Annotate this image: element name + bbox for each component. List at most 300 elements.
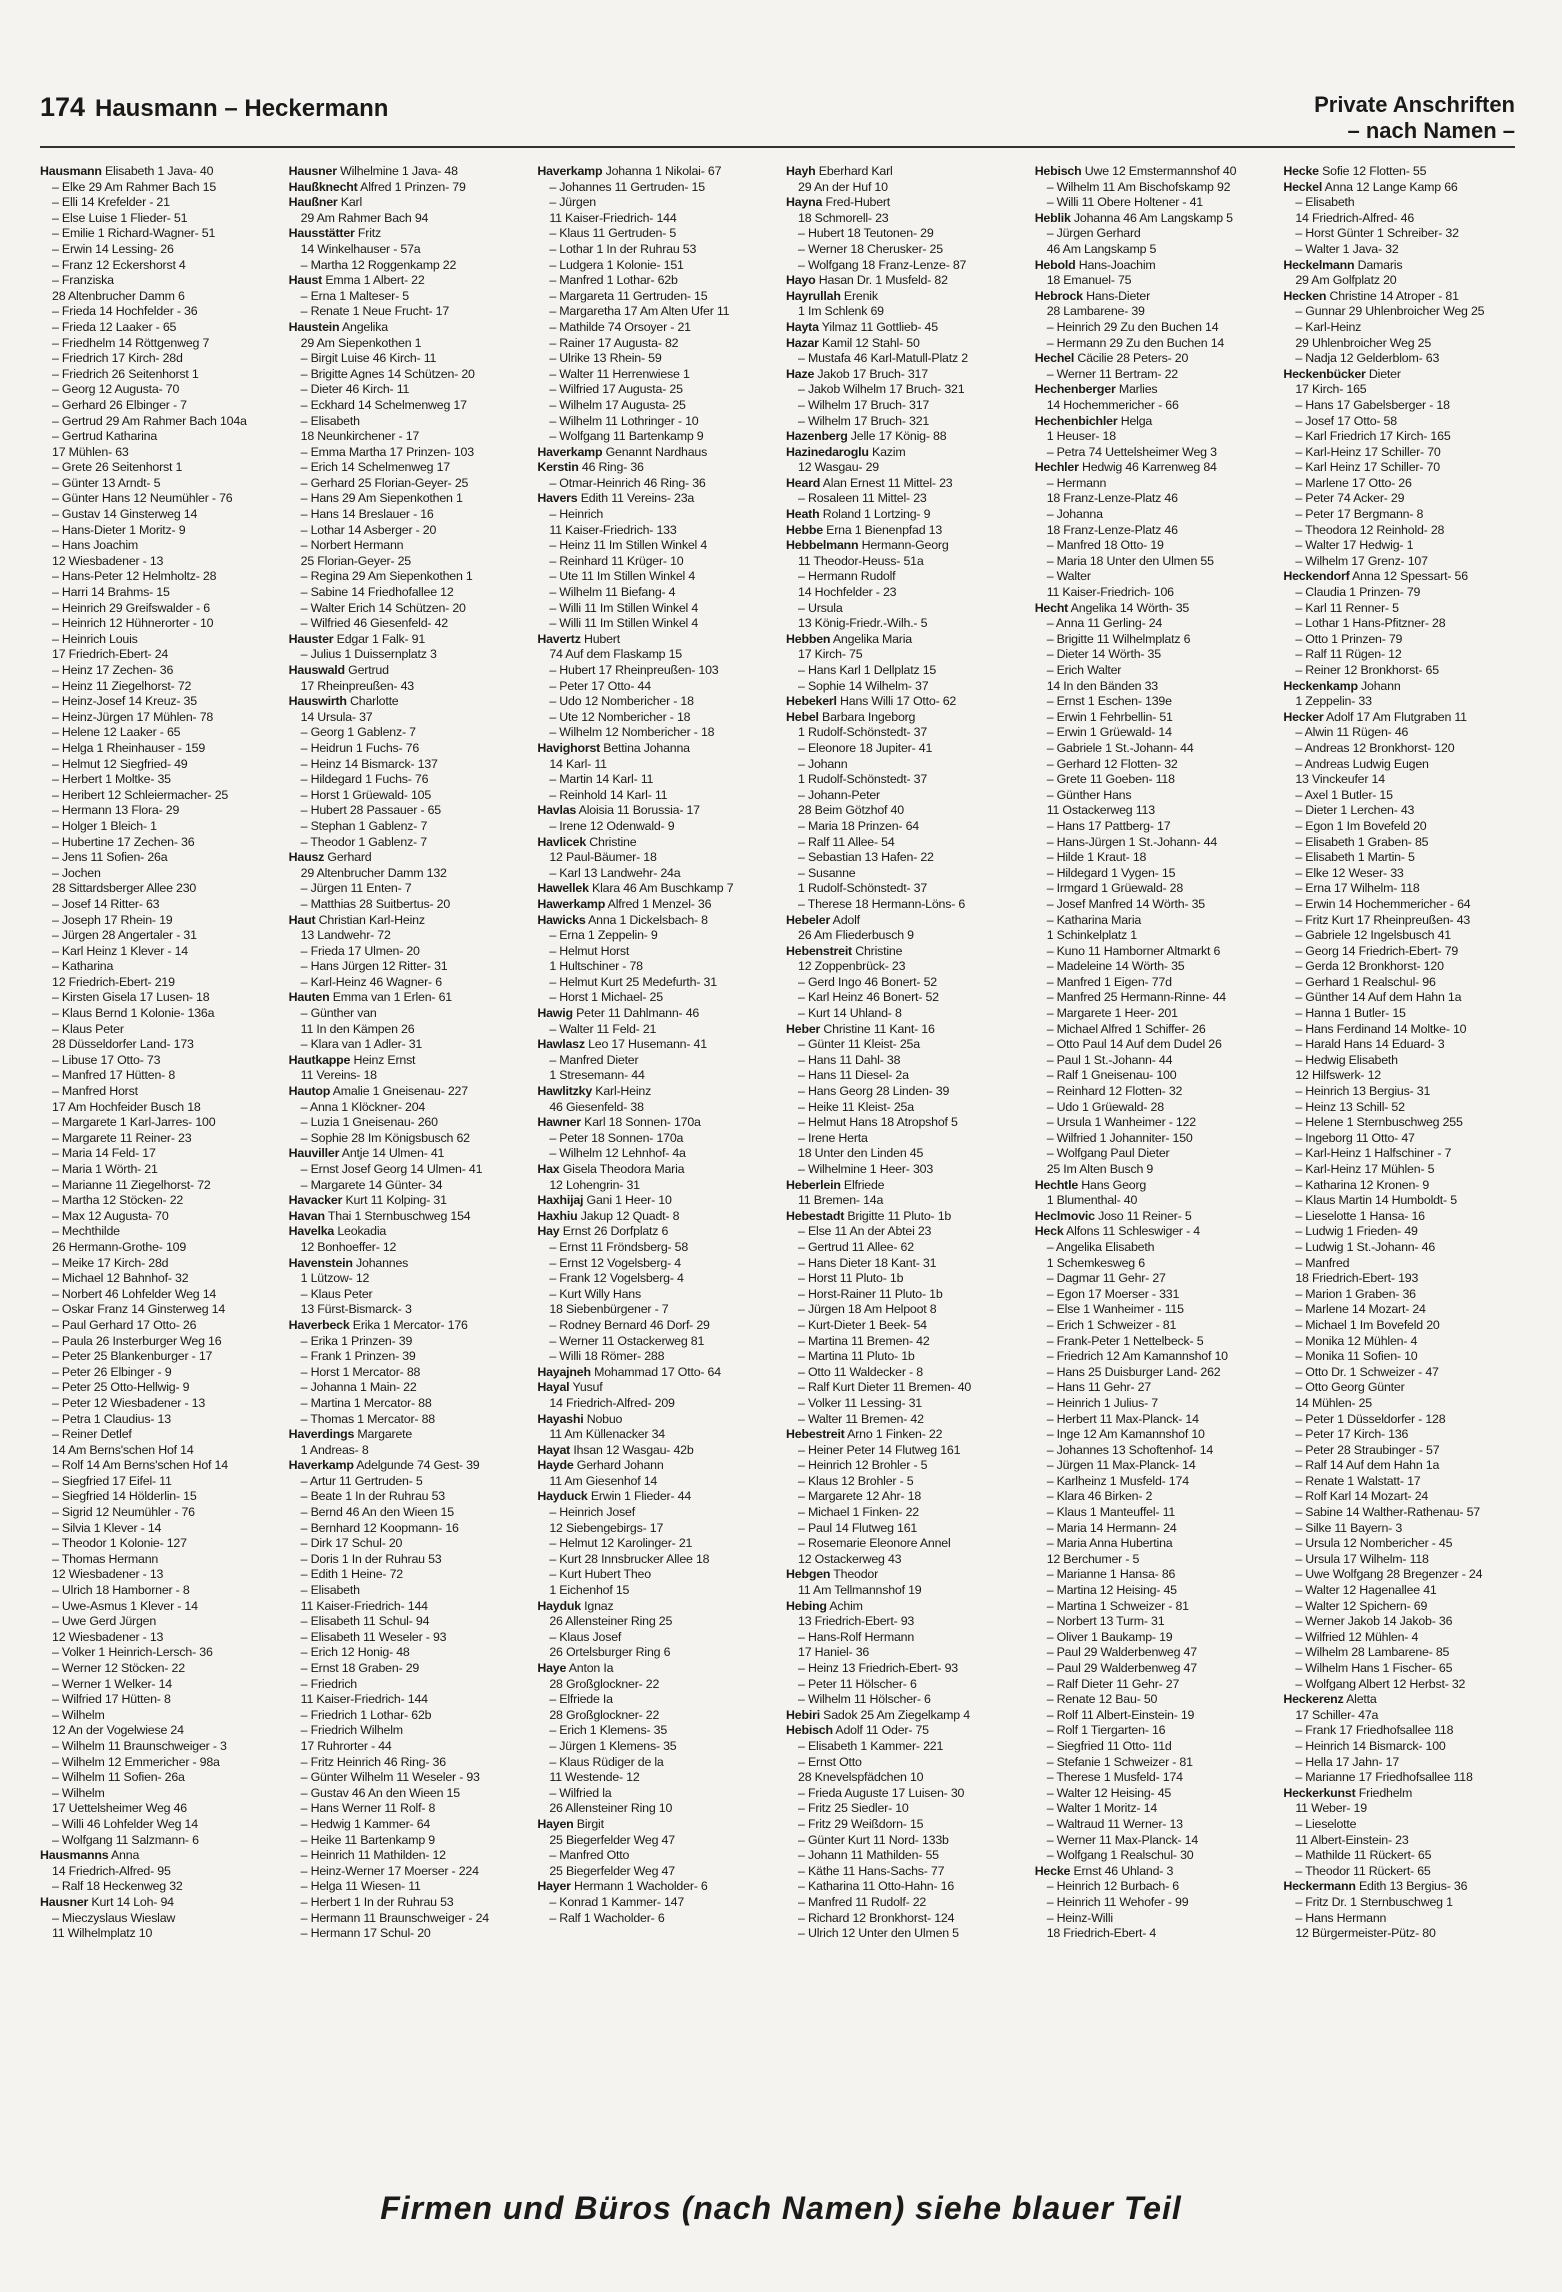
directory-entry: – Klaus Josef [549, 1629, 622, 1644]
directory-entry: Heckel Anna 12 Lange Kamp 66 [1283, 179, 1458, 194]
directory-entry: 29 Am Golfplatz 20 [1295, 273, 1397, 288]
directory-entry: – Ulrike 13 Rhein- 59 [549, 351, 662, 366]
directory-entry: – Michael 12 Bahnhof- 32 [52, 1271, 189, 1286]
surname: Haze [786, 366, 815, 381]
directory-entry: – Wilhelm 11 Hölscher- 6 [798, 1692, 931, 1707]
directory-entry: – Lieselotte 1 Hansa- 16 [1295, 1208, 1425, 1223]
directory-entry: 46 Am Langskamp 5 [1046, 241, 1157, 256]
directory-entry: – Peter 25 Blankenburger - 17 [52, 1349, 213, 1364]
directory-entry: Hazar Kamil 12 Stahl- 50 [786, 335, 920, 350]
surname: Hawicks [537, 912, 586, 927]
directory-entry: – Heiner Peter 14 Flutweg 161 [798, 1442, 961, 1457]
directory-entry: 13 Friedrich-Ebert- 93 [798, 1614, 915, 1629]
directory-entry: – Horst-Rainer 11 Pluto- 1b [798, 1286, 943, 1301]
directory-entry: Kerstin 46 Ring- 36 [537, 460, 644, 475]
section-title-line2: – nach Namen – [1347, 118, 1515, 143]
directory-entry: 12 Bürgermeister-Pütz- 80 [1295, 1926, 1436, 1941]
surname: Hausner [288, 164, 337, 178]
directory-entry: – Richard 12 Bronkhorst- 124 [798, 1910, 955, 1925]
directory-entry: 1 Blumenthal- 40 [1046, 1193, 1138, 1208]
surname: Hayduk [537, 1598, 581, 1613]
surname: Hebel [786, 709, 819, 724]
surname: Hazinedaroglu [786, 444, 869, 459]
surname: Havan [288, 1208, 325, 1223]
directory-entry: – Dagmar 11 Gehr- 27 [1046, 1271, 1166, 1286]
directory-entry: Hecker Adolf 17 Am Flutgraben 11 [1283, 709, 1467, 724]
directory-entry: 14 In den Bänden 33 [1046, 678, 1158, 693]
surname: Hayal [537, 1380, 570, 1395]
directory-entry: – Karl Heinz 1 Klever - 14 [52, 943, 188, 958]
directory-entry: – Bernd 46 An den Wieen 15 [300, 1505, 454, 1520]
surname: Heckenbücker [1283, 366, 1366, 381]
directory-entry: 17 Mühlen- 63 [52, 444, 129, 459]
directory-entry: – Heinz 14 Bismarck- 137 [300, 756, 438, 771]
directory-entry: Heclmovic Joso 11 Reiner- 5 [1034, 1208, 1192, 1223]
directory-entry: – Hilde 1 Kraut- 18 [1046, 850, 1147, 865]
directory-entry: – Gerhard 1 Realschul- 96 [1295, 974, 1436, 989]
directory-entry: – Mathilde 74 Orsoyer - 21 [549, 319, 691, 334]
directory-entry: – Holger 1 Bleich- 1 [52, 818, 157, 833]
directory-entry: – Peter 17 Bergmann- 8 [1295, 507, 1424, 522]
directory-entry: – Georg 14 Friedrich-Ebert- 79 [1295, 943, 1459, 958]
directory-entry: – Gustav 14 Ginsterweg 14 [52, 507, 198, 522]
directory-entry: – Regina 29 Am Siepenkothen 1 [300, 569, 473, 584]
directory-entry: – Michael Alfred 1 Schiffer- 26 [1046, 1021, 1206, 1036]
directory-entry: – Günther Hans [1046, 787, 1132, 802]
directory-entry: – Frieda 14 Hochfelder - 36 [52, 304, 198, 319]
directory-entry: – Manfred Otto [549, 1848, 630, 1863]
directory-entry: – Waltraud 11 Werner- 13 [1046, 1816, 1183, 1831]
surname: Hautop [288, 1084, 331, 1099]
directory-entry: Hayrullah Erenik [786, 288, 878, 303]
directory-entry: – Werner 11 Max-Planck- 14 [1046, 1832, 1199, 1847]
directory-entry: Hebrock Hans-Dieter [1034, 288, 1151, 303]
directory-entry: – Frank-Peter 1 Nettelbeck- 5 [1046, 1333, 1204, 1348]
directory-entry: Hay Ernst 26 Dorfplatz 6 [537, 1224, 669, 1239]
directory-entry: – Klaus 1 Manteuffel- 11 [1046, 1505, 1176, 1520]
directory-entry: – Gabriele 1 St.-Johann- 44 [1046, 740, 1194, 755]
directory-entry: – Wilhelm 17 Augusta- 25 [549, 397, 686, 412]
directory-entry: – Reiner Detlef [52, 1427, 132, 1442]
surname: Haxhijaj [537, 1193, 584, 1208]
directory-entry: – Heidrun 1 Fuchs- 76 [300, 740, 420, 755]
surname: Hayashi [537, 1411, 584, 1426]
directory-entry: – Helga 1 Rheinhauser - 159 [52, 740, 206, 755]
directory-entry: – Willi 11 Im Stillen Winkel 4 [549, 616, 699, 631]
directory-entry: 14 Friedrich-Alfred- 95 [52, 1863, 171, 1878]
directory-entry: – Jürgen 1 Klemens- 35 [549, 1738, 677, 1753]
directory-entry: – Egon 17 Moerser - 331 [1046, 1286, 1180, 1301]
directory-entry: – Karl-Heinz 17 Mühlen- 5 [1295, 1162, 1435, 1176]
directory-entry: – Margarete 14 Günter- 34 [300, 1177, 443, 1192]
footer-note: Firmen und Büros (nach Namen) siehe blauer Teil [380, 2190, 1182, 2226]
directory-entry: Hebben Angelika Maria [786, 631, 912, 646]
directory-entry: – Erich 14 Schelmenweg 17 [300, 460, 450, 475]
directory-entry: – Else Luise 1 Flieder- 51 [52, 210, 188, 225]
directory-entry: – Konrad 1 Kammer- 147 [549, 1894, 685, 1909]
surname: Hawig [537, 1006, 573, 1021]
directory-entry: – Theodor 1 Kolonie- 127 [52, 1536, 187, 1551]
directory-entry: Heckerenz Aletta [1283, 1692, 1377, 1707]
directory-entry: – Wilhelm 17 Bruch- 321 [798, 413, 930, 428]
directory-entry: 25 Florian-Geyer- 25 [300, 553, 411, 568]
directory-entry: – Ursula 12 Nombericher - 45 [1295, 1536, 1453, 1551]
directory-entry: – Peter 25 Otto-Hellwig- 9 [52, 1380, 190, 1395]
directory-entry: – Julius 1 Duissernplatz 3 [300, 647, 437, 662]
directory-entry: – Erika 1 Prinzen- 39 [300, 1333, 413, 1348]
surname: Haverdings [288, 1427, 355, 1442]
directory-entry: 14 Ursula- 37 [300, 709, 373, 724]
surname: Haußknecht [288, 179, 358, 194]
directory-entry: – Walter 17 Hedwig- 1 [1295, 538, 1414, 553]
directory-entry: – Maria 14 Hermann- 24 [1046, 1520, 1177, 1535]
directory-entry: – Jens 11 Sofien- 26a [52, 850, 168, 865]
directory-entry: Hauster Edgar 1 Falk- 91 [288, 631, 426, 646]
surname: Hautkappe [288, 1052, 351, 1067]
directory-entry: – Gunnar 29 Uhlenbroicher Weg 25 [1295, 304, 1485, 319]
surname: Hayo [786, 273, 816, 288]
directory-entry: 12 Paul-Bäumer- 18 [549, 850, 657, 865]
directory-entry: – Ralf Kurt Dieter 11 Bremen- 40 [798, 1380, 972, 1395]
directory-entry: – Martin 14 Karl- 11 [549, 772, 654, 787]
surname: Hechenberger [1034, 382, 1116, 397]
directory-entry: 14 Karl- 11 [549, 756, 607, 771]
directory-entry: – Hella 17 Jahn- 17 [1295, 1754, 1400, 1769]
directory-entry: – Rolf 14 Am Berns'schen Hof 14 [52, 1458, 228, 1473]
directory-entry: – Werner Jakob 14 Jakob- 36 [1295, 1614, 1453, 1629]
directory-entry: – Walter Erich 14 Schützen- 20 [300, 600, 466, 615]
directory-entry: – Heinrich 12 Hühnerorter - 10 [52, 616, 214, 631]
directory-entry: – Wilhelm 12 Lehnhof- 4a [549, 1146, 686, 1161]
directory-entry: – Helene 1 Sternbuschweg 255 [1295, 1115, 1463, 1130]
directory-entry: – Willi 18 Römer- 288 [549, 1349, 665, 1364]
surname: Haust [288, 273, 323, 288]
directory-entry: – Walter 12 Spichern- 69 [1295, 1598, 1428, 1613]
directory-entry: – Heinz-Willi [1046, 1910, 1113, 1925]
directory-entry: – Reinhard 12 Flotten- 32 [1046, 1084, 1183, 1099]
directory-entry: – Hedwig 1 Kammer- 64 [300, 1816, 431, 1831]
directory-entry: – Willi 11 Im Stillen Winkel 4 [549, 600, 699, 615]
directory-entry: – Heinz 17 Zechen- 36 [52, 663, 174, 677]
directory-entry: – Joseph 17 Rhein- 19 [52, 912, 173, 927]
directory-entry: 28 Düsseldorfer Land- 173 [52, 1037, 194, 1052]
directory-entry: Heath Roland 1 Lortzing- 9 [786, 507, 931, 522]
directory-entry: – Hubert 28 Passauer - 65 [300, 803, 442, 818]
directory-entry: 18 Neunkirchener - 17 [300, 429, 420, 444]
directory-entry: – Wolfgang Paul Dieter [1046, 1146, 1170, 1161]
directory-entry: 17 Kirch- 165 [1295, 382, 1367, 397]
directory-entry: – Hans Werner 11 Rolf- 8 [300, 1801, 436, 1816]
directory-entry: Heber Christine 11 Kant- 16 [786, 1021, 935, 1036]
directory-entry: 74 Auf dem Flaskamp 15 [549, 647, 683, 662]
directory-entry: – Manfred Horst [52, 1084, 138, 1099]
directory-entry: – Dieter 14 Wörth- 35 [1046, 647, 1161, 662]
directory-entry: – Heinrich 14 Bismarck- 100 [1295, 1738, 1446, 1753]
directory-entry: – Horst Günter 1 Schreiber- 32 [1295, 226, 1459, 241]
directory-entry: – Oliver 1 Baukamp- 19 [1046, 1629, 1173, 1644]
directory-entry: – Hans 11 Dahl- 38 [798, 1052, 901, 1067]
directory-entry: – Erich Walter [1046, 663, 1122, 677]
surname: Heckendorf [1283, 569, 1350, 584]
directory-entry: – Edith 1 Heine- 72 [300, 1567, 403, 1582]
directory-entry: – Walter [1046, 569, 1091, 584]
directory-entry: – Sophie 14 Wilhelm- 37 [798, 678, 929, 693]
directory-entry: – Heinrich Josef [549, 1505, 635, 1520]
directory-entry: – Michael 1 Finken- 22 [798, 1505, 919, 1520]
surname: Hayna [786, 195, 823, 210]
directory-entry: – Frank 1 Prinzen- 39 [300, 1349, 416, 1364]
directory-entry: – Frieda 17 Ulmen- 20 [300, 943, 420, 958]
directory-entry: – Johanna 1 Main- 22 [300, 1380, 417, 1395]
directory-entry: 14 Hochemmericher - 66 [1046, 397, 1179, 412]
surname: Havertz [537, 631, 581, 646]
directory-entry: Havacker Kurt 11 Kolping- 31 [288, 1193, 447, 1208]
directory-entry: – Ute 11 Im Stillen Winkel 4 [549, 569, 696, 584]
directory-entry: 18 Franz-Lenze-Platz 46 [1046, 491, 1178, 506]
directory-entry: – Elke 29 Am Rahmer Bach 15 [52, 179, 217, 194]
directory-entry: – Erna 1 Malteser- 5 [300, 288, 409, 303]
directory-entry: 11 Albert-Einstein- 23 [1295, 1832, 1409, 1847]
directory-entry: – Peter 11 Hölscher- 6 [798, 1676, 917, 1691]
directory-entry: 1 Im Schlenk 69 [798, 304, 884, 319]
directory-entry: – Frieda Auguste 17 Luisen- 30 [798, 1785, 965, 1800]
directory-entry: – Claudia 1 Prinzen- 79 [1295, 585, 1421, 600]
directory-entry: Hebbe Erna 1 Bienenpfad 13 [786, 522, 943, 537]
directory-entry: Hayde Gerhard Johann [537, 1458, 664, 1473]
directory-entry: Hebekerl Hans Willi 17 Otto- 62 [786, 694, 957, 709]
directory-entry: – Hermann 17 Schul- 20 [300, 1926, 431, 1941]
directory-entry: 25 Im Alten Busch 9 [1046, 1162, 1154, 1176]
directory-entry: Havlicek Christine [537, 834, 637, 849]
directory-entry: Hayashi Nobuo [537, 1411, 623, 1426]
directory-entry: Hayen Birgit [537, 1816, 604, 1831]
directory-entry: 1 Rudolf-Schönstedt- 37 [798, 772, 928, 787]
directory-entry: 14 Winkelhauser - 57a [300, 241, 421, 256]
surname: Haye [537, 1661, 567, 1675]
directory-entry: 14 Friedrich-Alfred- 46 [1295, 210, 1415, 225]
directory-entry: – Jürgen Gerhard [1046, 226, 1141, 241]
directory-entry: – Manfred 17 Hütten- 8 [52, 1068, 176, 1083]
directory-entry: – Wilhelm 17 Bruch- 317 [798, 397, 930, 412]
directory-entry: – Erwin 14 Lessing- 26 [52, 241, 174, 256]
directory-entry: – Hans-Jürgen 1 St.-Johann- 44 [1046, 834, 1218, 849]
directory-entry: – Rosemarie Eleonore Annel [798, 1536, 951, 1551]
directory-entry: – Uwe-Asmus 1 Klever - 14 [52, 1598, 198, 1613]
directory-entry: 1 Hultschiner - 78 [549, 959, 643, 974]
directory-entry: 13 Vinckeufer 14 [1295, 772, 1385, 787]
directory-entry: – Peter 74 Acker- 29 [1295, 491, 1405, 506]
directory-entry: – Sabine 14 Friedhofallee 12 [300, 585, 454, 600]
surname: Hayer [537, 1879, 571, 1894]
directory-entry: – Norbert 46 Lohfelder Weg 14 [52, 1286, 217, 1301]
directory-entry: 28 Beim Götzhof 40 [798, 803, 904, 818]
directory-entry: Hausmanns Anna [40, 1848, 140, 1863]
directory-entry: Haxhiu Jakup 12 Quadt- 8 [537, 1208, 680, 1223]
directory-entry: – Wilhelm 12 Nombericher - 18 [549, 725, 715, 740]
directory-entry: 11 Kaiser-Friedrich- 106 [1046, 585, 1174, 600]
directory-entry: – Renate 1 Walstatt- 17 [1295, 1473, 1421, 1488]
directory-entry: – Ralf 14 Auf dem Hahn 1a [1295, 1458, 1440, 1473]
directory-entry: – Karl-Heinz 1 Halfschiner - 7 [1295, 1146, 1452, 1161]
directory-entry: – Karl Heinz 46 Bonert- 52 [798, 990, 939, 1005]
directory-entry: Hauten Emma van 1 Erlen- 61 [288, 990, 452, 1005]
directory-entry: – Hans 29 Am Siepenkothen 1 [300, 491, 463, 506]
surname: Hawner [537, 1115, 581, 1130]
directory-entry: – Axel 1 Butler- 15 [1295, 787, 1393, 802]
surname: Hayen [537, 1816, 574, 1831]
directory-entry: – Walter 1 Java- 32 [1295, 241, 1399, 256]
surname: Heclmovic [1034, 1208, 1095, 1223]
directory-entry: – Fritz 29 Weißdorn- 15 [798, 1816, 924, 1831]
directory-entry: – Manfred [1295, 1255, 1350, 1270]
directory-entry: – Karl-Heinz 17 Schiller- 70 [1295, 444, 1441, 459]
directory-entry: – Marlene 14 Mozart- 24 [1295, 1302, 1426, 1317]
directory-entry: – Heinrich 1 Julius- 7 [1046, 1395, 1158, 1410]
directory-entry: – Peter 17 Otto- 44 [549, 678, 651, 693]
directory-entry: – Klara van 1 Adler- 31 [300, 1037, 423, 1052]
directory-entry: – Georg 12 Augusta- 70 [52, 382, 180, 397]
directory-entry: 29 An der Huf 10 [798, 179, 888, 194]
directory-entry: Hayo Hasan Dr. 1 Musfeld- 82 [786, 273, 948, 288]
surname: Hayrullah [786, 288, 841, 303]
directory-entry: Hawig Peter 11 Dahlmann- 46 [537, 1006, 700, 1021]
directory-entry: – Martina 1 Schweizer - 81 [1046, 1598, 1189, 1613]
directory-entry: – Norbert 13 Turm- 31 [1046, 1614, 1165, 1629]
directory-entry: Hechtle Hans Georg [1034, 1177, 1147, 1192]
directory-entry: – Dieter 1 Lerchen- 43 [1295, 803, 1415, 818]
directory-entry: 11 Am Tellmannshof 19 [798, 1583, 922, 1598]
directory-entry: – Hans Ferdinand 14 Moltke- 10 [1295, 1021, 1467, 1036]
directory-entry: Heard Alan Ernest 11 Mittel- 23 [786, 475, 953, 490]
directory-entry: – Hans-Rolf Hermann [798, 1629, 915, 1644]
surname: Hawellek [537, 881, 589, 896]
directory-entry: 18 Siebenbürgener - 7 [549, 1302, 669, 1317]
directory-entry: – Marianne 11 Ziegelhorst- 72 [52, 1177, 211, 1192]
directory-entry: – Karl Heinz 17 Schiller- 70 [1295, 460, 1440, 475]
directory-entry: – Franziska [52, 273, 114, 288]
directory-entry: – Paula 26 Insterburger Weg 16 [52, 1333, 222, 1348]
directory-entry: Havighorst Bettina Johanna [537, 740, 690, 755]
directory-entry: Haze Jakob 17 Bruch- 317 [786, 366, 928, 381]
directory-column-4 [786, 164, 1021, 2154]
directory-entry: Hecke Ernst 46 Uhland- 3 [1034, 1863, 1174, 1878]
directory-entry: – Wolfgang 18 Franz-Lenze- 87 [798, 257, 967, 272]
directory-entry: – Elisabeth 1 Kammer- 221 [798, 1738, 944, 1753]
directory-entry: – Madeleine 14 Wörth- 35 [1046, 959, 1185, 974]
directory-entry: – Wilhelm 17 Grenz- 107 [1295, 553, 1428, 568]
directory-entry: – Ernst Josef Georg 14 Ulmen- 41 [300, 1162, 483, 1176]
directory-entry: – Emilie 1 Richard-Wagner- 51 [52, 226, 216, 241]
directory-entry: – Margarete 1 Heer- 201 [1046, 1006, 1178, 1021]
directory-entry: – Hans 17 Pattberg- 17 [1046, 818, 1171, 833]
directory-entry: – Hubert 17 Rheinpreußen- 103 [549, 663, 719, 677]
directory-entry: – Hans-Peter 12 Helmholtz- 28 [52, 569, 217, 584]
directory-entry: – Elisabeth 1 Graben- 85 [1295, 834, 1429, 849]
directory-entry: – Birgit Luise 46 Kirch- 11 [300, 351, 437, 366]
directory-entry: – Karlheinz 1 Musfeld- 174 [1046, 1473, 1189, 1488]
directory-entry: – Gertrud Katharina [52, 429, 158, 444]
directory-entry: – Jürgen [549, 195, 596, 210]
directory-column-3 [537, 164, 772, 2154]
directory-entry: – Hermann 29 Zu den Buchen 14 [1046, 335, 1225, 350]
directory-entry: – Wilhelm 12 Emmericher - 98a [52, 1754, 220, 1769]
directory-entry: – Hanna 1 Butler- 15 [1295, 1006, 1406, 1021]
surname: Hayduck [537, 1489, 588, 1504]
page-header [40, 92, 1515, 142]
directory-entry: – Martha 12 Stöcken- 22 [52, 1193, 184, 1208]
directory-entry: – Oskar Franz 14 Ginsterweg 14 [52, 1302, 226, 1317]
directory-entry: – Hermann 11 Braunschweiger - 24 [300, 1910, 489, 1925]
directory-entry: 12 Bonhoeffer- 12 [300, 1239, 397, 1254]
directory-entry: – Heinrich Louis [52, 631, 138, 646]
directory-entry: Hayajneh Mohammad 17 Otto- 64 [537, 1364, 721, 1379]
directory-entry: – Heinrich 13 Bergius- 31 [1295, 1084, 1431, 1099]
directory-entry: – Irmgard 1 Grüewald- 28 [1046, 881, 1184, 896]
surname: Hebeler [786, 912, 831, 927]
directory-entry: – Michael 1 Im Bovefeld 20 [1295, 1317, 1440, 1332]
surname: Hausmann [40, 164, 102, 178]
directory-entry: Hausner Wilhelmine 1 Java- 48 [288, 164, 458, 178]
directory-entry: – Ludwig 1 St.-Johann- 46 [1295, 1239, 1436, 1254]
surname: Hausner [40, 1894, 89, 1909]
surname: Hechenbichler [1034, 413, 1118, 428]
directory-entry: – Renate 1 Neue Frucht- 17 [300, 304, 450, 319]
directory-entry: – Meike 17 Kirch- 28d [52, 1255, 169, 1270]
directory-entry: – Johannes 13 Schoftenhof- 14 [1046, 1442, 1214, 1457]
directory-entry: – Irene 12 Odenwald- 9 [549, 818, 675, 833]
directory-entry: – Heribert 12 Schleiermacher- 25 [52, 787, 229, 802]
directory-entry: – Gerhard 12 Flotten- 32 [1046, 756, 1178, 771]
directory-entry: – Fritz 25 Siedler- 10 [798, 1801, 909, 1816]
directory-entry: – Sophie 28 Im Königsbusch 62 [300, 1130, 470, 1145]
directory-entry: – Heinz-Josef 14 Kreuz- 35 [52, 694, 197, 709]
surname: Kerstin [537, 460, 579, 475]
directory-entry: 11 In den Kämpen 26 [300, 1021, 415, 1036]
directory-entry: – Reinhard 11 Krüger- 10 [549, 553, 684, 568]
directory-entry: – Lothar 1 Hans-Pfitzner- 28 [1295, 616, 1446, 631]
directory-entry: – Elke 12 Weser- 33 [1295, 865, 1404, 880]
directory-entry: – Ralf 1 Gneisenau- 100 [1046, 1068, 1177, 1083]
surname: Havers [537, 491, 578, 506]
directory-entry: 11 Kaiser-Friedrich- 144 [300, 1598, 428, 1613]
directory-entry: – Elisabeth 11 Schul- 94 [300, 1614, 430, 1629]
directory-entry: – Peter 1 Düsseldorfer - 128 [1295, 1411, 1446, 1426]
directory-entry: – Johann [798, 756, 848, 771]
directory-entry: – Erna 1 Zeppelin- 9 [549, 928, 658, 943]
surname: Hausstätter [288, 226, 355, 241]
surname: Hebestadt [786, 1208, 845, 1223]
directory-entry: – Dieter 46 Kirch- 11 [300, 382, 410, 397]
directory-entry: – Heinrich 12 Burbach- 6 [1046, 1879, 1179, 1894]
surname: Haut [288, 912, 316, 927]
directory-entry: 28 Sittardsberger Allee 230 [52, 881, 197, 896]
surname: Hecht [1034, 600, 1069, 615]
directory-entry: – Susanne [798, 865, 856, 880]
surname: Heckermann [1283, 1879, 1356, 1894]
directory-entry: Havenstein Johannes [288, 1255, 409, 1270]
directory-entry: – Karl Friedrich 17 Kirch- 165 [1295, 429, 1451, 444]
directory-entry: – Heinz 11 Ziegelhorst- 72 [52, 678, 192, 693]
directory-entry: – Heinrich 29 Greifswalder - 6 [52, 600, 210, 615]
surname: Hauten [288, 990, 330, 1005]
directory-entry: – Silvia 1 Klever - 14 [52, 1520, 162, 1535]
directory-entry: Haustein Angelika [288, 319, 388, 334]
directory-entry: 18 Unter den Linden 45 [798, 1146, 924, 1161]
surname: Heblik [1034, 210, 1071, 225]
directory-entry: Havan Thai 1 Sternbuschweg 154 [288, 1208, 471, 1223]
directory-entry: – Marianne 17 Friedhofsallee 118 [1295, 1770, 1473, 1785]
directory-entry: – Peter 28 Straubinger - 57 [1295, 1442, 1440, 1457]
